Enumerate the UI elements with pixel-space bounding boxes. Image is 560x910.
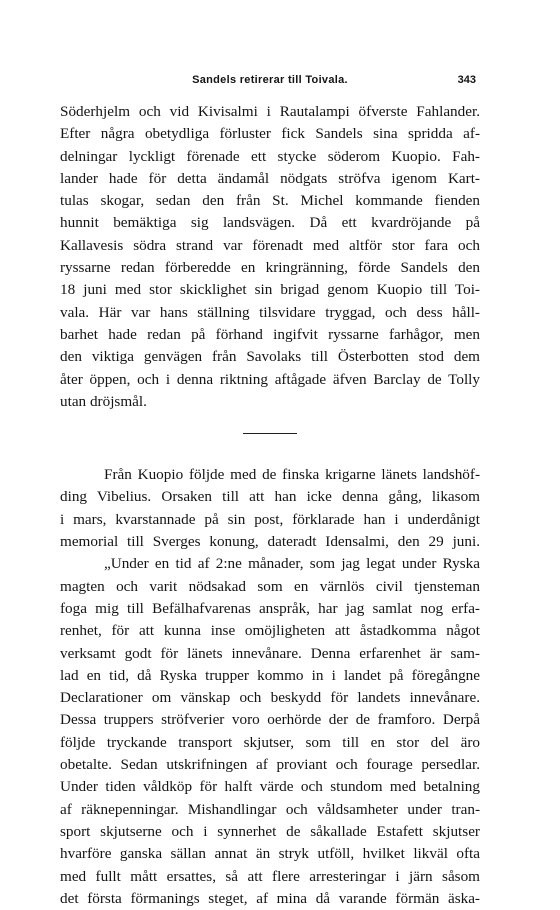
running-header: [60, 74, 480, 94]
text-line: obetalte. Sedan utskrifningen af proviant och fourage persedlar.: [60, 756, 480, 774]
text-line: åter öppen, och i denna riktning aftågade äfven Barclay de Tolly: [60, 370, 480, 388]
text-line: tulas skogar, sedan den från St. Michel kommande fienden: [60, 192, 480, 210]
paragraph-3: [60, 553, 480, 910]
text-line: barhet hade redan på förhand ingifvit ryssarne farhågor, men: [60, 325, 480, 343]
text-line: ding Vibelius. Orsaken till att han icke denna gång, likasom: [60, 488, 480, 506]
header-title: Sandels retirerar till Toivala.: [192, 74, 348, 86]
text-line: den viktiga genvägen från Savolaks till Österbotten stod dem: [60, 348, 480, 366]
text-line: hvarföre ganska sällan annat än stryk utföll, hvilket likväl ofta: [60, 845, 480, 863]
text-line: delningar lyckligt förenade ett stycke söderom Kuopio. Fah-: [60, 147, 480, 165]
page-body: [60, 101, 480, 910]
page-number: 343: [457, 74, 476, 86]
text-line: Declarationer om vänskap och beskydd för landets innevånare.: [60, 689, 480, 707]
text-line: af räknepenningar. Mishandlingar och våldsamheter under tran-: [60, 800, 480, 818]
text-line: utan dröjsmål.: [60, 392, 147, 410]
paragraph-1: [60, 101, 480, 413]
text-line: memorial till Sverges konung, dateradt Idensalmi, den 29 juni.: [60, 533, 480, 551]
text-line: Från Kuopio följde med de finska krigarne länets landshöf-: [104, 466, 480, 484]
text-line: Efter några obetydliga förluster fick Sandels sina spridda af-: [60, 125, 480, 143]
text-line: 18 juni med stor skicklighet sin brigad genom Kuopio till Toi-: [60, 281, 480, 299]
text-line: „Under en tid af 2:ne månader, som jag legat under Ryska: [104, 555, 480, 573]
text-line: Söderhjelm och vid Kivisalmi i Rautalampi öfverste Fahlander.: [60, 103, 480, 120]
text-line: Dessa truppers ströfverier voro oerhörde der de framforo. Derpå: [60, 711, 480, 729]
text-line: följde tryckande transport skjutser, som till en stor del äro: [60, 733, 480, 751]
paragraph-2: [60, 464, 480, 553]
text-line: det första förmanings steget, af mina då varande förmän äska-: [60, 889, 480, 907]
text-line: sport skjutserne och i synnerhet de såkallade Estafett skjutser: [60, 822, 480, 840]
text-line: ryssarne redan förberedde en kringränning, förde Sandels den: [60, 259, 480, 277]
text-line: vala. Här var hans ställning tilsvidare tryggad, och dess håll-: [60, 303, 480, 321]
text-line: med fullt mått ersattes, så att flere arresteringar i järn såsom: [60, 867, 480, 885]
text-line: foga mig till Befälhafvarenas anspråk, har jag samlat nog erfa-: [60, 599, 480, 617]
text-line: verksamt godt för länets innevånare. Denna erfarenhet är sam-: [60, 644, 480, 662]
text-line: Kallavesis södra strand var förenadt med altför stor fara och: [60, 236, 480, 254]
text-line: Under tiden våldköp för halft värde och stundom med betalning: [60, 778, 480, 796]
text-line: renhet, för att kunna inse omöjligheten att åstadkomma något: [60, 622, 480, 640]
book-page: [60, 0, 480, 907]
section-divider: [243, 433, 297, 434]
text-line: hunnit bemäktiga sig landsvägen. Då ett kvardröjande på: [60, 214, 480, 232]
text-line: lander hade för detta ändamål nödgats ströfva igenom Kart-: [60, 169, 480, 187]
text-line: lad en tid, då Ryska trupper kommo in i landet på föregångne: [60, 666, 480, 684]
text-line: i mars, kvarstannade på sin post, förklarade han i underdånigt: [60, 510, 480, 528]
text-line: magten och varit nödsakad som en värnlös civil tjensteman: [60, 577, 480, 595]
